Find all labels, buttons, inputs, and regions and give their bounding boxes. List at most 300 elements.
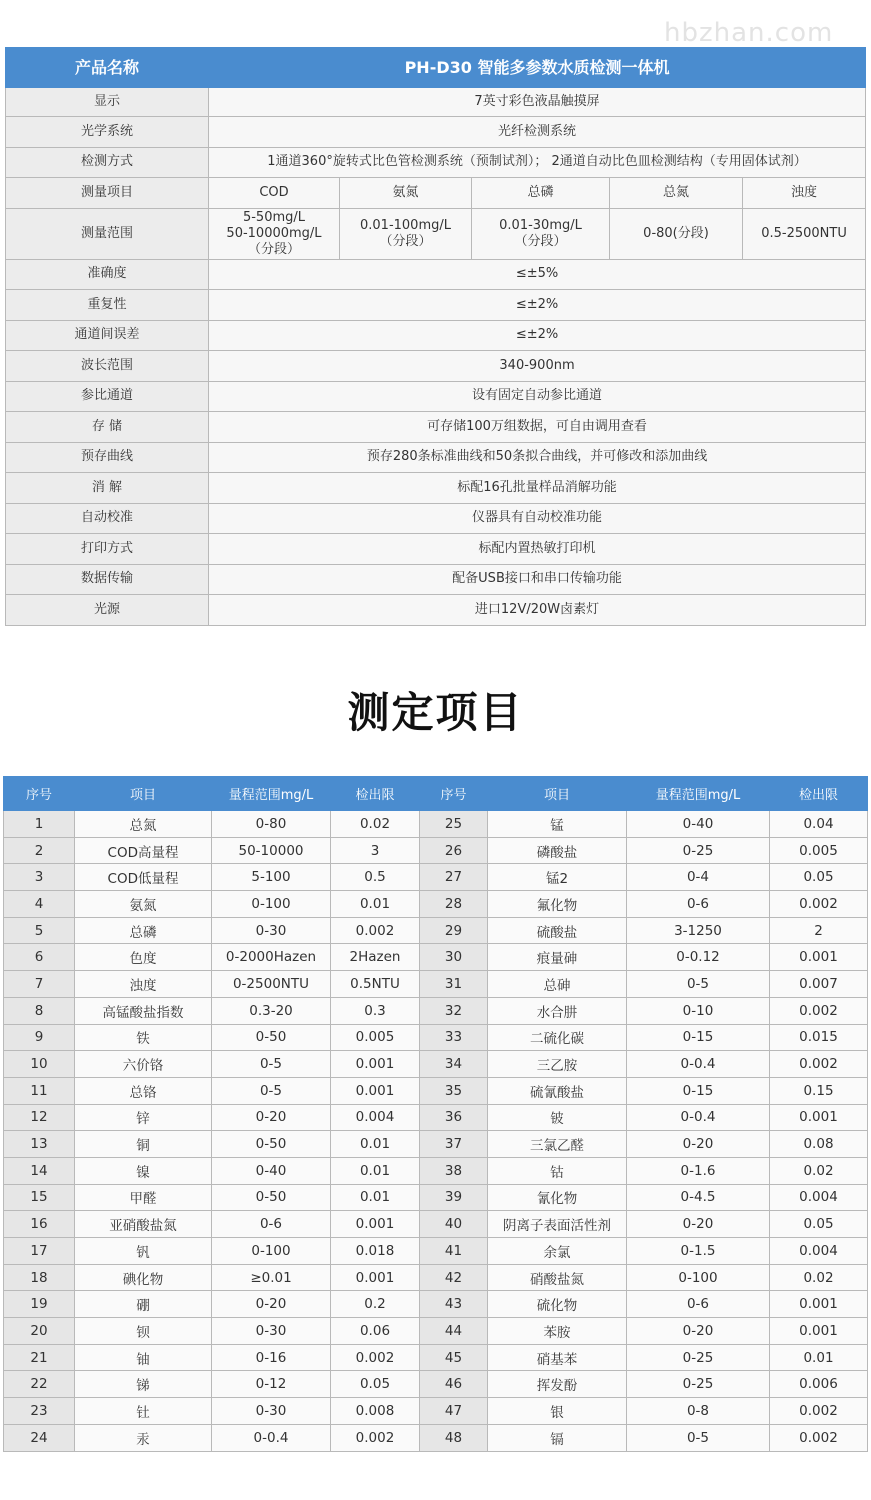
table-cell: 0-5 <box>212 1051 331 1078</box>
table-cell: 0.08 <box>770 1131 868 1158</box>
row-number: 21 <box>4 1344 75 1371</box>
table-cell: 锰 <box>488 811 627 838</box>
measure-range <box>340 208 472 259</box>
measure-item: 氨氮 <box>340 178 472 209</box>
row-number: 6 <box>4 944 75 971</box>
table-cell: 锰2 <box>488 864 627 891</box>
table-cell: 0-8 <box>627 1398 770 1425</box>
items-header-cell: 项目 <box>488 777 627 811</box>
table-cell: 2Hazen <box>331 944 420 971</box>
spec-row-value: 仪器具有自动校准功能 <box>209 503 866 534</box>
table-cell: 3-1250 <box>627 917 770 944</box>
table-cell: 硫酸盐 <box>488 917 627 944</box>
table-row <box>4 1344 868 1371</box>
row-number: 11 <box>4 1077 75 1104</box>
table-cell: 0.005 <box>331 1024 420 1051</box>
row-number: 37 <box>420 1131 488 1158</box>
table-row <box>4 1398 868 1425</box>
items-header-row <box>4 777 868 811</box>
measure-range <box>743 208 866 259</box>
table-cell: 0-0.4 <box>212 1424 331 1451</box>
table-cell: 0-40 <box>627 811 770 838</box>
row-number: 2 <box>4 837 75 864</box>
measure-range-line: （分段） <box>379 233 432 249</box>
table-row <box>4 1104 868 1131</box>
table-cell: 0.007 <box>770 971 868 998</box>
table-cell: 0-20 <box>627 1211 770 1238</box>
table-cell: 汞 <box>75 1424 212 1451</box>
table-cell: 硝基苯 <box>488 1344 627 1371</box>
row-number: 12 <box>4 1104 75 1131</box>
spec-row-value: ≤±2% <box>209 320 866 351</box>
table-row <box>4 1264 868 1291</box>
table-cell: 0.001 <box>770 944 868 971</box>
spec-row-value: 光纤检测系统 <box>209 117 866 148</box>
row-number: 41 <box>420 1238 488 1265</box>
row-number: 9 <box>4 1024 75 1051</box>
spec-row <box>6 117 866 148</box>
spec-row <box>6 412 866 443</box>
spec-row-value: ≤±5% <box>209 259 866 290</box>
table-cell: 痕量砷 <box>488 944 627 971</box>
table-cell: 0-16 <box>212 1344 331 1371</box>
table-cell: 0-100 <box>627 1264 770 1291</box>
table-cell: 0-40 <box>212 1157 331 1184</box>
spec-row <box>6 534 866 565</box>
table-cell: 三乙胺 <box>488 1051 627 1078</box>
table-cell: 硼 <box>75 1291 212 1318</box>
table-cell: 0.001 <box>331 1211 420 1238</box>
table-cell: 0.05 <box>770 864 868 891</box>
table-cell: 铀 <box>75 1344 212 1371</box>
table-cell: 铜 <box>75 1131 212 1158</box>
items-header-cell: 项目 <box>75 777 212 811</box>
table-cell: 0-15 <box>627 1024 770 1051</box>
row-number: 30 <box>420 944 488 971</box>
row-number: 46 <box>420 1371 488 1398</box>
table-cell: 5-100 <box>212 864 331 891</box>
table-cell: 0-100 <box>212 1238 331 1265</box>
table-row <box>4 891 868 918</box>
spec-row <box>6 290 866 321</box>
table-cell: 0.001 <box>331 1051 420 1078</box>
table-row <box>4 1024 868 1051</box>
row-number: 16 <box>4 1211 75 1238</box>
measure-item: 浊度 <box>743 178 866 209</box>
spec-row-value: 7英寸彩色液晶触摸屏 <box>209 88 866 117</box>
table-cell: 0.001 <box>331 1264 420 1291</box>
table-cell: 挥发酚 <box>488 1371 627 1398</box>
spec-row-label: 数据传输 <box>6 564 209 595</box>
table-cell: 2 <box>770 917 868 944</box>
table-row <box>4 1051 868 1078</box>
table-cell: 氨氮 <box>75 891 212 918</box>
table-cell: 0-20 <box>627 1318 770 1345</box>
measure-ranges-label: 测量范围 <box>6 208 209 259</box>
table-cell: 0.001 <box>770 1318 868 1345</box>
table-cell: 0.06 <box>331 1318 420 1345</box>
table-cell: 0-50 <box>212 1184 331 1211</box>
row-number: 14 <box>4 1157 75 1184</box>
spec-row <box>6 259 866 290</box>
spec-row <box>6 442 866 473</box>
table-cell: 硫氰酸盐 <box>488 1077 627 1104</box>
table-cell: 氟化物 <box>488 891 627 918</box>
row-number: 3 <box>4 864 75 891</box>
row-number: 44 <box>420 1318 488 1345</box>
table-cell: 0-0.4 <box>627 1104 770 1131</box>
spec-row-label: 显示 <box>6 88 209 117</box>
spec-row-value: 可存储100万组数据，可自由调用查看 <box>209 412 866 443</box>
table-cell: 0.004 <box>770 1184 868 1211</box>
table-cell: 0-25 <box>627 837 770 864</box>
table-cell: 0.006 <box>770 1371 868 1398</box>
row-number: 35 <box>420 1077 488 1104</box>
items-header-cell: 量程范围mg/L <box>212 777 331 811</box>
spec-row <box>6 473 866 504</box>
spec-row <box>6 381 866 412</box>
spec-header-value: PH-D30 智能多参数水质检测一体机 <box>209 48 866 88</box>
table-cell: 0-100 <box>212 891 331 918</box>
measure-item: 总氮 <box>610 178 743 209</box>
row-number: 1 <box>4 811 75 838</box>
table-cell: 0-30 <box>212 1318 331 1345</box>
table-cell: 0.3 <box>331 997 420 1024</box>
table-cell: 0.02 <box>331 811 420 838</box>
table-cell: 亚硝酸盐氮 <box>75 1211 212 1238</box>
table-cell: 锌 <box>75 1104 212 1131</box>
row-number: 8 <box>4 997 75 1024</box>
row-number: 43 <box>420 1291 488 1318</box>
row-number: 22 <box>4 1371 75 1398</box>
measure-range-line: 0.01-30mg/L <box>499 217 582 233</box>
row-number: 15 <box>4 1184 75 1211</box>
row-number: 10 <box>4 1051 75 1078</box>
table-row <box>4 1077 868 1104</box>
table-cell: 0-80 <box>212 811 331 838</box>
items-header-cell: 量程范围mg/L <box>627 777 770 811</box>
table-row <box>4 944 868 971</box>
table-cell: 0-1.5 <box>627 1238 770 1265</box>
row-number: 27 <box>420 864 488 891</box>
measure-range-line: 5-50mg/L <box>242 209 306 225</box>
table-cell: 总铬 <box>75 1077 212 1104</box>
table-cell: 0.005 <box>770 837 868 864</box>
table-cell: 0.02 <box>770 1157 868 1184</box>
spec-row-label: 重复性 <box>6 290 209 321</box>
table-row <box>4 917 868 944</box>
table-cell: 0-4 <box>627 864 770 891</box>
table-cell: 0-10 <box>627 997 770 1024</box>
row-number: 34 <box>420 1051 488 1078</box>
table-row <box>4 1238 868 1265</box>
row-number: 32 <box>420 997 488 1024</box>
table-cell: 0.001 <box>770 1291 868 1318</box>
row-number: 23 <box>4 1398 75 1425</box>
table-cell: 浊度 <box>75 971 212 998</box>
spec-row-value: 标配16孔批量样品消解功能 <box>209 473 866 504</box>
table-cell: 50-10000 <box>212 837 331 864</box>
spec-row-value: 设有固定自动参比通道 <box>209 381 866 412</box>
spec-row-label: 存 储 <box>6 412 209 443</box>
table-cell: 总磷 <box>75 917 212 944</box>
spec-row <box>6 88 866 117</box>
table-cell: COD高量程 <box>75 837 212 864</box>
measure-item: COD <box>209 178 340 209</box>
row-number: 28 <box>420 891 488 918</box>
items-header-cell: 序号 <box>4 777 75 811</box>
table-cell: 0-50 <box>212 1024 331 1051</box>
row-number: 48 <box>420 1424 488 1451</box>
table-row <box>4 1291 868 1318</box>
table-cell: 0.002 <box>770 1398 868 1425</box>
table-row <box>4 1211 868 1238</box>
measure-range-line: 0-80(分段) <box>643 225 709 241</box>
spec-table <box>5 47 866 626</box>
row-number: 47 <box>420 1398 488 1425</box>
table-cell: 钴 <box>488 1157 627 1184</box>
row-number: 38 <box>420 1157 488 1184</box>
row-number: 19 <box>4 1291 75 1318</box>
table-cell: 铍 <box>488 1104 627 1131</box>
spec-row-value: 1通道360°旋转式比色管检测系统（预制试剂）； 2通道自动比色皿检测结构（专用固体试剂） <box>209 147 866 178</box>
table-cell: 0-20 <box>212 1291 331 1318</box>
table-cell: 0.008 <box>331 1398 420 1425</box>
table-cell: 0.04 <box>770 811 868 838</box>
table-cell: 0.01 <box>331 1131 420 1158</box>
table-cell: 高锰酸盐指数 <box>75 997 212 1024</box>
table-row <box>4 971 868 998</box>
spec-row-label: 参比通道 <box>6 381 209 412</box>
row-number: 7 <box>4 971 75 998</box>
spec-row-label: 准确度 <box>6 259 209 290</box>
table-cell: 0.05 <box>770 1211 868 1238</box>
table-cell: 0-12 <box>212 1371 331 1398</box>
table-cell: 3 <box>331 837 420 864</box>
row-number: 4 <box>4 891 75 918</box>
spec-row-label: 光源 <box>6 595 209 626</box>
measure-range-line: （分段） <box>247 241 300 257</box>
row-number: 25 <box>420 811 488 838</box>
measure-range-line: 50-10000mg/L <box>226 225 322 241</box>
spec-row-label: 光学系统 <box>6 117 209 148</box>
row-number: 33 <box>420 1024 488 1051</box>
table-cell: 银 <box>488 1398 627 1425</box>
spec-header-row <box>6 48 866 88</box>
table-row <box>4 811 868 838</box>
table-cell: 0.001 <box>770 1104 868 1131</box>
table-cell: 阴离子表面活性剂 <box>488 1211 627 1238</box>
measure-range <box>610 208 743 259</box>
table-cell: 0.002 <box>770 891 868 918</box>
table-cell: 三氯乙醛 <box>488 1131 627 1158</box>
table-cell: 0.002 <box>331 1344 420 1371</box>
table-cell: 0.015 <box>770 1024 868 1051</box>
table-cell: 0.01 <box>770 1344 868 1371</box>
table-cell: 0-20 <box>627 1131 770 1158</box>
table-cell: 0-30 <box>212 917 331 944</box>
table-cell: 0.01 <box>331 1184 420 1211</box>
table-row <box>4 1157 868 1184</box>
table-row <box>4 1184 868 1211</box>
section-title: 测定项目 <box>347 688 524 737</box>
spec-row-label: 通道间误差 <box>6 320 209 351</box>
measure-ranges-row <box>6 208 866 259</box>
table-cell: 0-50 <box>212 1131 331 1158</box>
table-cell: 0.004 <box>331 1104 420 1131</box>
table-cell: 0.01 <box>331 891 420 918</box>
table-row <box>4 837 868 864</box>
table-cell: 硫化物 <box>488 1291 627 1318</box>
table-cell: 0-30 <box>212 1398 331 1425</box>
table-cell: 0-2000Hazen <box>212 944 331 971</box>
table-cell: COD低量程 <box>75 864 212 891</box>
table-cell: 0-25 <box>627 1371 770 1398</box>
table-cell: 钍 <box>75 1398 212 1425</box>
items-table <box>3 776 868 1452</box>
items-header-cell: 序号 <box>420 777 488 811</box>
table-cell: 色度 <box>75 944 212 971</box>
table-cell: 0-6 <box>212 1211 331 1238</box>
row-number: 36 <box>420 1104 488 1131</box>
table-cell: 0.05 <box>331 1371 420 1398</box>
table-cell: 0-4.5 <box>627 1184 770 1211</box>
watermark: hbzhan.com <box>664 18 834 48</box>
table-row <box>4 864 868 891</box>
row-number: 42 <box>420 1264 488 1291</box>
items-header-cell: 检出限 <box>331 777 420 811</box>
row-number: 17 <box>4 1238 75 1265</box>
measure-range <box>209 208 340 259</box>
row-number: 20 <box>4 1318 75 1345</box>
table-cell: 0.001 <box>331 1077 420 1104</box>
table-cell: 磷酸盐 <box>488 837 627 864</box>
table-cell: 镍 <box>75 1157 212 1184</box>
table-cell: 0-15 <box>627 1077 770 1104</box>
table-cell: 余氯 <box>488 1238 627 1265</box>
row-number: 26 <box>420 837 488 864</box>
table-cell: 0.002 <box>331 917 420 944</box>
spec-row-label: 预存曲线 <box>6 442 209 473</box>
spec-row <box>6 320 866 351</box>
table-row <box>4 1318 868 1345</box>
table-cell: 0-6 <box>627 1291 770 1318</box>
row-number: 18 <box>4 1264 75 1291</box>
table-cell: 0-5 <box>212 1077 331 1104</box>
items-header-cell: 检出限 <box>770 777 868 811</box>
table-cell: 0.01 <box>331 1157 420 1184</box>
table-cell: 镉 <box>488 1424 627 1451</box>
table-cell: 0-25 <box>627 1344 770 1371</box>
table-cell: 0.018 <box>331 1238 420 1265</box>
table-cell: 水合肼 <box>488 997 627 1024</box>
table-cell: 0-0.4 <box>627 1051 770 1078</box>
row-number: 39 <box>420 1184 488 1211</box>
row-number: 45 <box>420 1344 488 1371</box>
table-cell: 六价铬 <box>75 1051 212 1078</box>
table-cell: 氰化物 <box>488 1184 627 1211</box>
table-cell: 钡 <box>75 1318 212 1345</box>
spec-row-label: 波长范围 <box>6 351 209 382</box>
row-number: 24 <box>4 1424 75 1451</box>
table-cell: 碘化物 <box>75 1264 212 1291</box>
row-number: 13 <box>4 1131 75 1158</box>
spec-row-value: 预存280条标准曲线和50条拟合曲线，并可修改和添加曲线 <box>209 442 866 473</box>
table-cell: 总氮 <box>75 811 212 838</box>
spec-row-value: 标配内置热敏打印机 <box>209 534 866 565</box>
table-cell: 0.15 <box>770 1077 868 1104</box>
table-cell: 0.002 <box>770 1051 868 1078</box>
spec-row <box>6 351 866 382</box>
row-number: 31 <box>420 971 488 998</box>
spec-row <box>6 564 866 595</box>
table-cell: 0.2 <box>331 1291 420 1318</box>
spec-row-value: 进口12V/20W卤素灯 <box>209 595 866 626</box>
table-cell: 二硫化碳 <box>488 1024 627 1051</box>
table-cell: 0-6 <box>627 891 770 918</box>
table-cell: 甲醛 <box>75 1184 212 1211</box>
measure-item: 总磷 <box>472 178 610 209</box>
table-cell: 0.004 <box>770 1238 868 1265</box>
table-row <box>4 1371 868 1398</box>
table-cell: 锑 <box>75 1371 212 1398</box>
measure-items-row <box>6 178 866 209</box>
row-number: 5 <box>4 917 75 944</box>
spec-row <box>6 595 866 626</box>
table-cell: 钒 <box>75 1238 212 1265</box>
table-cell: 0-5 <box>627 1424 770 1451</box>
table-cell: 总砷 <box>488 971 627 998</box>
table-row <box>4 1131 868 1158</box>
measure-range-line: 0.5-2500NTU <box>761 225 847 241</box>
spec-row-label: 自动校准 <box>6 503 209 534</box>
spec-row-label: 打印方式 <box>6 534 209 565</box>
row-number: 29 <box>420 917 488 944</box>
table-cell: 铁 <box>75 1024 212 1051</box>
spec-row-value: ≤±2% <box>209 290 866 321</box>
spec-row <box>6 147 866 178</box>
spec-row-value: 340-900nm <box>209 351 866 382</box>
table-cell: 0.3-20 <box>212 997 331 1024</box>
table-cell: 0.002 <box>770 997 868 1024</box>
measure-items-label: 测量项目 <box>6 178 209 209</box>
table-cell: 0.5 <box>331 864 420 891</box>
table-row <box>4 997 868 1024</box>
spec-row-value: 配备USB接口和串口传输功能 <box>209 564 866 595</box>
spec-header-label: 产品名称 <box>6 48 209 88</box>
table-cell: 苯胺 <box>488 1318 627 1345</box>
table-cell: 0.002 <box>331 1424 420 1451</box>
spec-row-label: 消 解 <box>6 473 209 504</box>
measure-range-line: （分段） <box>514 233 567 249</box>
spec-row-label: 检测方式 <box>6 147 209 178</box>
spec-row <box>6 503 866 534</box>
table-cell: 0-20 <box>212 1104 331 1131</box>
measure-range <box>472 208 610 259</box>
table-row <box>4 1424 868 1451</box>
table-cell: 0-5 <box>627 971 770 998</box>
table-cell: 0-2500NTU <box>212 971 331 998</box>
table-cell: 0.02 <box>770 1264 868 1291</box>
table-cell: ≥0.01 <box>212 1264 331 1291</box>
table-cell: 0-1.6 <box>627 1157 770 1184</box>
table-cell: 0.002 <box>770 1424 868 1451</box>
table-cell: 0-0.12 <box>627 944 770 971</box>
row-number: 40 <box>420 1211 488 1238</box>
table-cell: 硝酸盐氮 <box>488 1264 627 1291</box>
table-cell: 0.5NTU <box>331 971 420 998</box>
measure-range-line: 0.01-100mg/L <box>360 217 451 233</box>
